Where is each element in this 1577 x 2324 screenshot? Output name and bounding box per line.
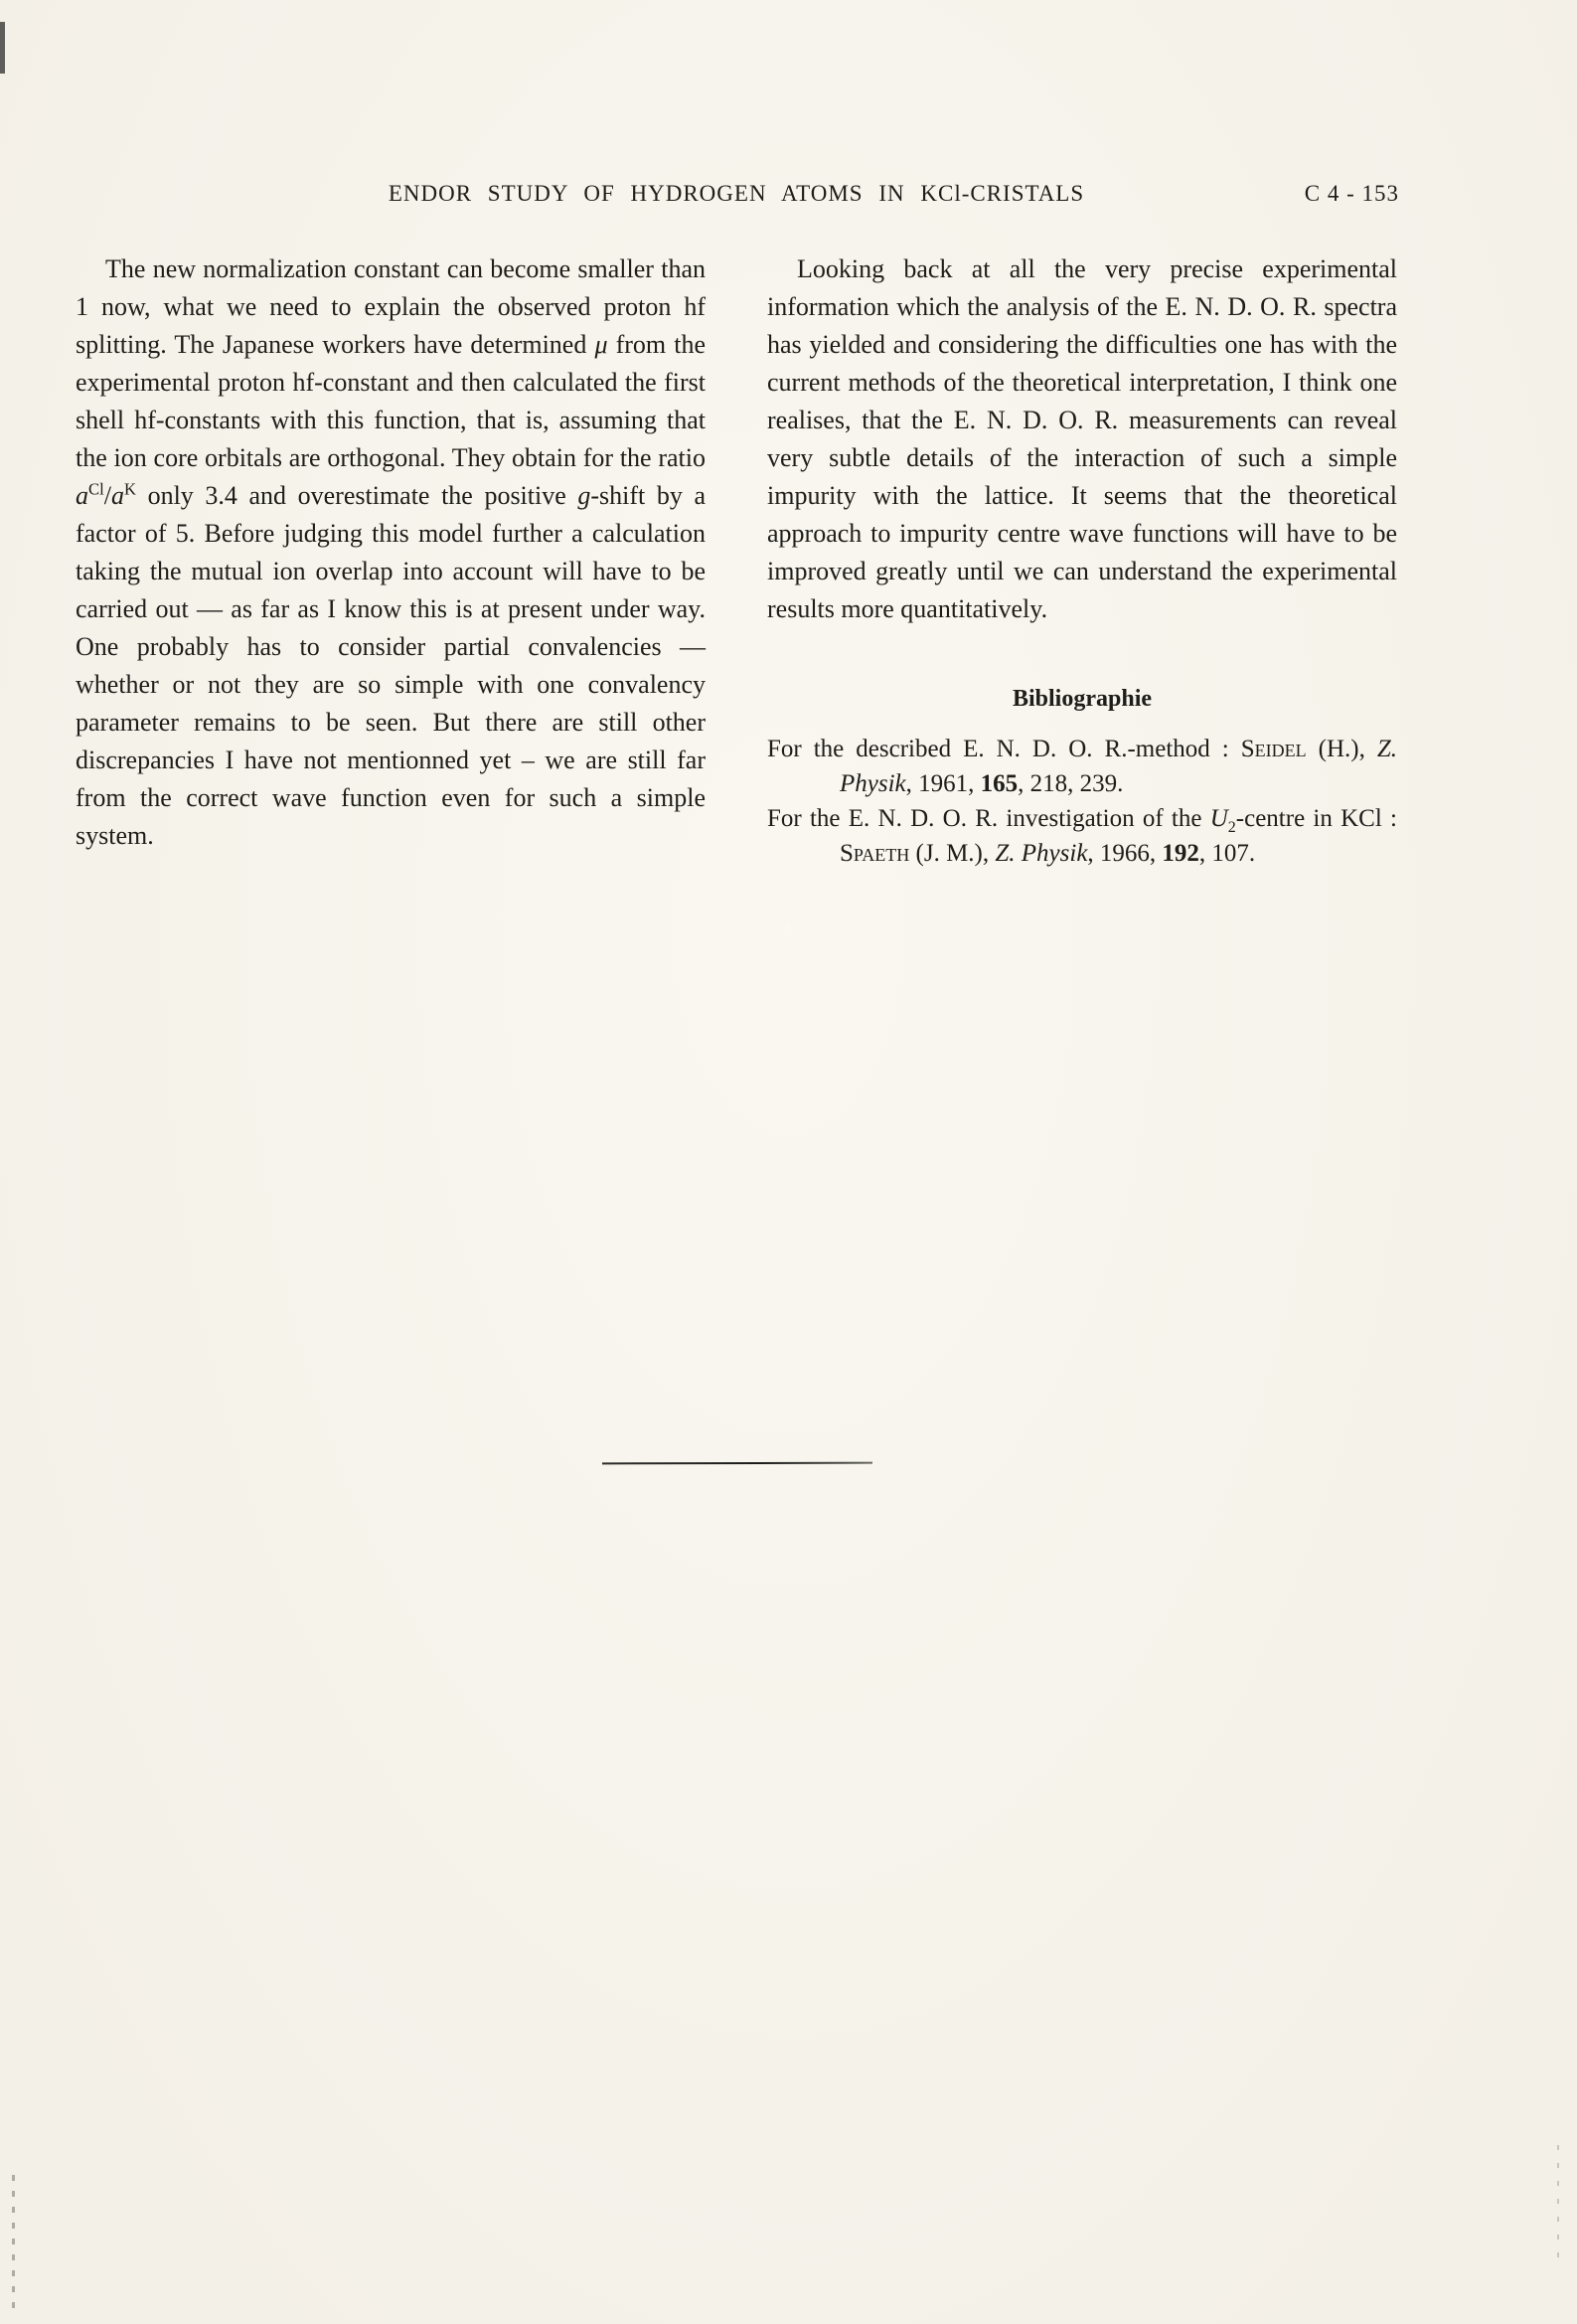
running-head-title: ENDOR STUDY OF HYDROGEN ATOMS IN KCl-CRISTALS bbox=[388, 181, 1085, 206]
bibliography-list bbox=[767, 732, 1397, 871]
left-column-paragraph: The new normalization constant can become smaller than 1 now, what we need to explain the observed proton hf splitting. The Japanese workers have determined μ from the experimental proton hf-constant and then calculated the first shell hf-constants with this function, that is, assuming that the ion core orbitals are orthogonal. They obtain for the ratio $a^{Cl}/a^K$ only 3.4 and overestimate the positive g-shift by a factor of 5. Before judging this model further a calculation taking the mutual ion overlap into account will have to be carried out — as far as I know this is at present under way. One probably has to consider partial convalencies — whether or not they are so simple with one convalency parameter remains to be seen. But there are still other discrepancies I have not mentionned yet – we are still far from the correct wave function even for such a simple system. bbox=[76, 254, 707, 850]
scan-artifact bbox=[1557, 2145, 1559, 2264]
bibliography-entry: For the E. N. D. O. R. investigation of the $U_2$-centre in KCl : Spaeth (J. M.), Z. Physik, 1966, 192, 107. bbox=[767, 805, 1398, 867]
scan-artifact bbox=[12, 2175, 15, 2314]
right-column bbox=[767, 250, 1397, 871]
right-column-paragraph: Looking back at all the very precise experimental information which the analysis of the E. N. D. O. R. spectra has yielded and considering the difficulties one has with the current methods of the theoretical interpretation, I think one realises, that the E. N. D. O. R. measurements can reveal very subtle details of the interaction of such a simple impurity with the lattice. It seems that the theoretical approach to impurity centre wave functions will have to be improved greatly until we can understand the experimental results more quantitatively. bbox=[767, 254, 1397, 623]
section-separator-rule bbox=[602, 1462, 872, 1465]
bibliography-entry: For the described E. N. D. O. R.-method : Seidel (H.), Z. Physik, 1961, 165, 218, 239. bbox=[767, 736, 1397, 797]
left-column bbox=[76, 250, 706, 855]
scan-artifact bbox=[0, 22, 5, 74]
bibliography-heading: Bibliographie bbox=[1012, 686, 1153, 712]
page-number: C 4 - 153 bbox=[1304, 181, 1399, 206]
